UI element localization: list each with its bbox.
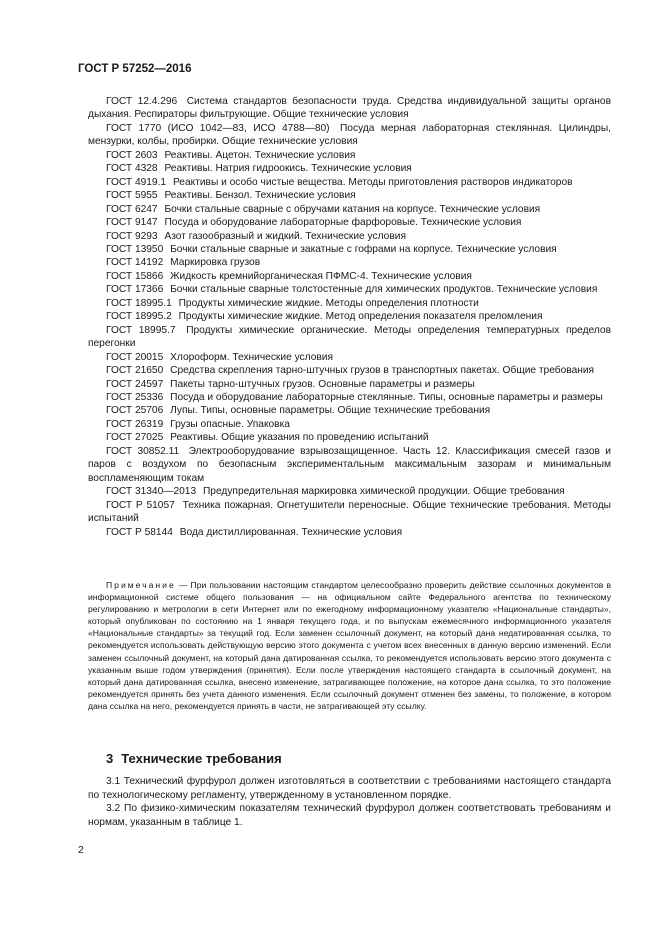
reference-title: Жидкость кремнийорганическая ПФМС-4. Технические условия <box>170 270 472 282</box>
reference-item <box>88 404 611 417</box>
reference-item <box>88 418 611 431</box>
reference-title: Хлороформ. Технические условия <box>170 351 333 363</box>
reference-title: Предупредительная маркировка химической продукции. Общие требования <box>202 486 565 498</box>
reference-code: ГОСТ 18995.2 <box>106 311 172 323</box>
reference-item <box>88 216 611 229</box>
reference-item <box>88 189 611 202</box>
reference-item <box>88 364 611 377</box>
reference-code: ГОСТ 1770 (ИСО 1042—83, ИСО 4788—80) <box>106 122 330 134</box>
reference-title: Грузы опасные. Упаковка <box>170 418 290 430</box>
section-heading <box>106 751 282 766</box>
reference-code: ГОСТ 4328 <box>106 163 158 175</box>
reference-code: ГОСТ Р 51057 <box>106 499 175 511</box>
reference-item <box>88 378 611 391</box>
reference-code: ГОСТ 9147 <box>106 217 158 229</box>
paragraph-3-1 <box>88 775 611 802</box>
reference-code: ГОСТ 4919.1 <box>106 176 167 188</box>
reference-title: Средства скрепления тарно-штучных грузов в транспортных пакетах. Общие требования <box>170 365 595 377</box>
reference-title: Система стандартов безопасности труда. Средства индивидуальной защиты органов дыхания. Респираторы фильтрующие. Общие технические условия <box>88 96 611 121</box>
paragraph-text: Технический фурфурол должен изготовляться в соответствии с требованиями настоящего стандарта по технологическому регламенту, утвержденному в установленном порядке. <box>88 776 611 801</box>
reference-item <box>88 122 611 149</box>
reference-item <box>88 431 611 444</box>
reference-code: ГОСТ 14192 <box>106 257 164 269</box>
reference-item <box>88 310 611 323</box>
reference-code: ГОСТ 5955 <box>106 190 158 202</box>
reference-code: ГОСТ 25336 <box>106 391 164 403</box>
reference-title: Продукты химические жидкие. Методы определения плотности <box>178 297 479 309</box>
reference-item <box>88 203 611 216</box>
reference-code: ГОСТ 15866 <box>106 270 164 282</box>
reference-item <box>88 149 611 162</box>
reference-item <box>88 230 611 243</box>
reference-item <box>88 256 611 269</box>
paragraph-number: 3.2 <box>106 803 121 815</box>
note-text: — При пользовании настоящим стандартом целесообразно проверить действие ссылочных документов в информационной системе общего пользования — на официальном сайте Федерального агентства по техническому регулированию и метрологии в сети Интернет или по ежегодному информационному указателю «Национальные стандарты», который опубликован по состоянию на 1 января текущего года, и по выпускам ежемесячного информационного указателя «Национальные стандарты» за текущий год. Если заменен ссылочный документ, на который дана недатированная ссылка, то рекомендуется использовать действующую версию этого документа с учетом всех внесенных в данную версию изменений. Если заменен ссылочный документ, на который дана датированная ссылка, то рекомендуется использовать версию этого документа с указанным выше годом утверждения (принятия). Если после утверждения настоящего стандарта в ссылочный документ, на который дана датированная ссылка, внесено изменение, затрагивающее положение, на которое дана ссылка, то это положение рекомендуется принять без учета данного изменения. Если ссылочный документ отменен без замены, то положение, в котором дана ссылка на него, рекомендуется принять в части, не затрагивающей эту ссылку. <box>88 580 612 711</box>
reference-item <box>88 526 611 539</box>
reference-code: ГОСТ 12.4.296 <box>106 96 178 107</box>
reference-code: ГОСТ 30852.11 <box>106 445 180 457</box>
reference-item <box>88 445 611 485</box>
reference-code: ГОСТ 21650 <box>106 365 164 377</box>
paragraph-3-2 <box>88 802 611 829</box>
reference-item <box>88 485 611 498</box>
reference-code: ГОСТ 25706 <box>106 405 164 417</box>
reference-title: Пакеты тарно-штучных грузов. Основные параметры и размеры <box>170 378 475 390</box>
reference-code: ГОСТ 18995.7 <box>106 324 176 336</box>
reference-title: Продукты химические органические. Методы определения температурных пределов перегонки <box>88 324 612 350</box>
reference-item <box>88 499 611 526</box>
reference-code: ГОСТ 9293 <box>106 230 158 242</box>
section-number: 3 <box>106 751 114 766</box>
reference-title: Посуда и оборудование лабораторные стеклянные. Типы, основные параметры и размеры <box>170 391 603 403</box>
reference-item <box>88 324 611 351</box>
reference-item <box>88 162 611 175</box>
reference-title: Бочки стальные сварные толстостенные для химических продуктов. Технические условия <box>170 284 598 296</box>
normative-references-list <box>88 95 611 539</box>
reference-code: ГОСТ 17366 <box>106 284 164 296</box>
reference-item <box>88 270 611 283</box>
reference-title: Бочки стальные сварные с обручами катания на корпусе. Технические условия <box>164 203 541 215</box>
reference-title: Лупы. Типы, основные параметры. Общие технические требования <box>170 405 491 417</box>
reference-item <box>88 283 611 296</box>
reference-item <box>88 391 611 404</box>
reference-title: Реактивы. Общие указания по проведению испытаний <box>170 432 429 444</box>
reference-code: ГОСТ 27025 <box>106 432 164 444</box>
reference-code: ГОСТ Р 58144 <box>106 526 173 538</box>
note-paragraph <box>88 579 611 712</box>
reference-title: Электрооборудование взрывозащищенное. Часть 12. Классификация смесей газов и паров с воздухом по безопасным экспериментальным максимальным зазорам и минимальным воспламеняющим токам <box>88 445 611 484</box>
reference-code: ГОСТ 31340—2013 <box>106 486 197 498</box>
doc-number-header: ГОСТ Р 57252—2016 <box>78 63 192 75</box>
reference-title: Посуда мерная лабораторная стеклянная. Цилиндры, мензурки, колбы, пробирки. Общие технические условия <box>88 122 611 148</box>
section-title: Технические требования <box>121 751 282 766</box>
reference-title: Вода дистиллированная. Технические условия <box>179 526 403 538</box>
reference-code: ГОСТ 2603 <box>106 149 158 161</box>
reference-code: ГОСТ 18995.1 <box>106 297 172 309</box>
reference-code: ГОСТ 20015 <box>106 351 164 363</box>
reference-title: Бочки стальные сварные и закатные с гофрами на корпусе. Технические условия <box>170 243 557 255</box>
paragraph-text: По физико-химическим показателям технический фурфурол должен соответствовать требованиям и нормам, указанным в таблице 1. <box>88 803 611 828</box>
reference-code: ГОСТ 6247 <box>106 203 158 215</box>
reference-title: Реактивы и особо чистые вещества. Методы приготовления растворов индикаторов <box>172 176 573 188</box>
section-body <box>88 775 611 829</box>
note-label: Примечание <box>106 580 176 590</box>
reference-code: ГОСТ 24597 <box>106 378 164 390</box>
reference-title: Реактивы. Ацетон. Технические условия <box>164 149 356 161</box>
reference-title: Продукты химические жидкие. Метод определения показателя преломления <box>178 311 543 323</box>
reference-code: ГОСТ 26319 <box>106 418 164 430</box>
reference-item <box>88 243 611 256</box>
reference-title: Маркировка грузов <box>170 257 261 269</box>
reference-title: Азот газообразный и жидкий. Технические условия <box>164 230 406 242</box>
reference-item <box>88 95 611 122</box>
page-number: 2 <box>78 844 84 856</box>
paragraph-number: 3.1 <box>106 776 121 787</box>
reference-title: Реактивы. Натрия гидроокись. Технические условия <box>164 163 412 175</box>
reference-title: Реактивы. Бензол. Технические условия <box>164 190 356 202</box>
reference-code: ГОСТ 13950 <box>106 243 164 255</box>
reference-item <box>88 351 611 364</box>
reference-title: Посуда и оборудование лабораторные фарфоровые. Технические условия <box>164 217 522 229</box>
reference-item <box>88 176 611 189</box>
reference-item <box>88 297 611 310</box>
reference-title: Техника пожарная. Огнетушители переносные. Общие технические требования. Методы испытаний <box>88 499 611 525</box>
